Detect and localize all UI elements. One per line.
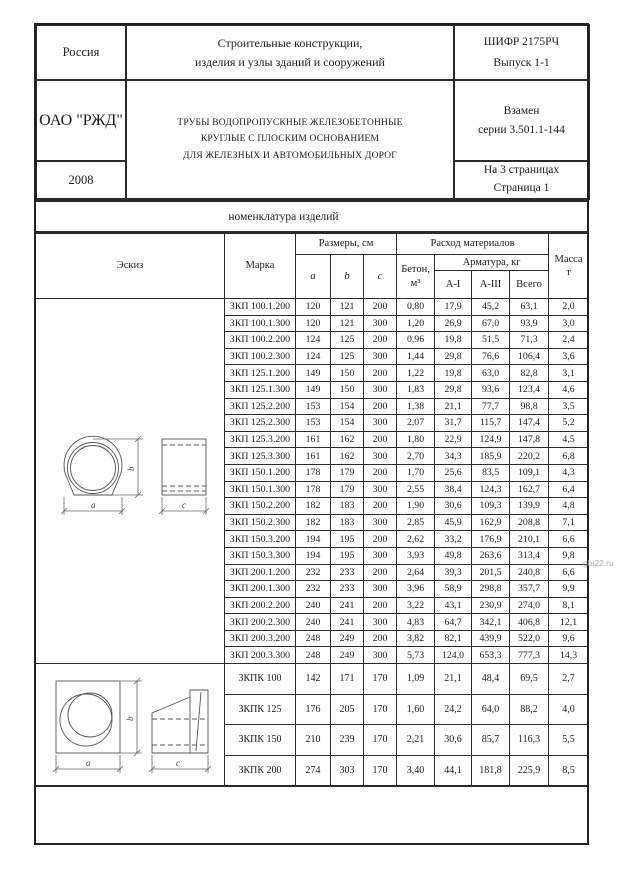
series-title-cell	[126, 25, 454, 80]
value-cell: 154	[331, 398, 364, 415]
col-header-b: b	[331, 255, 364, 299]
value-cell: 208,8	[510, 514, 549, 531]
value-cell: 300	[364, 581, 397, 598]
value-cell: 300	[364, 547, 397, 564]
value-cell: 48,4	[472, 664, 510, 695]
mark-cell: ЗКП 125.1.300	[225, 381, 296, 398]
dim-label-b: b	[126, 466, 136, 472]
value-cell: 29,8	[435, 381, 472, 398]
value-cell: 170	[364, 664, 397, 695]
value-cell: 200	[364, 531, 397, 548]
mark-cell: ЗКП 125.1.200	[225, 365, 296, 382]
value-cell: 274,0	[510, 597, 549, 614]
value-cell: 263,6	[472, 547, 510, 564]
col-header-sketch: Эскиз	[36, 234, 225, 299]
value-cell: 106,4	[510, 348, 549, 365]
code-line1: ШИФР 2175РЧ	[483, 35, 560, 48]
value-cell: 1,80	[397, 431, 435, 448]
value-cell: 194	[296, 531, 331, 548]
value-cell: 178	[296, 481, 331, 498]
value-cell: 201,5	[472, 564, 510, 581]
value-cell: 205	[331, 694, 364, 725]
value-cell: 33,2	[435, 531, 472, 548]
value-cell: 200	[364, 630, 397, 647]
value-cell: 120	[296, 299, 331, 316]
value-cell: 232	[296, 581, 331, 598]
mark-cell: ЗКП 100.1.200	[225, 299, 296, 316]
value-cell: 777,3	[510, 647, 549, 664]
value-cell: 9,6	[549, 630, 589, 647]
value-cell: 4,0	[549, 694, 589, 725]
mark-cell: ЗКП 150.1.300	[225, 481, 296, 498]
dim-label-c: c	[176, 757, 180, 768]
value-cell: 2,07	[397, 415, 435, 432]
value-cell: 82,1	[435, 630, 472, 647]
value-cell: 240	[296, 597, 331, 614]
zkpk-section	[36, 664, 589, 787]
dim-label-a: a	[91, 500, 96, 511]
value-cell: 116,3	[510, 725, 549, 756]
value-cell: 162,9	[472, 514, 510, 531]
concrete-line1: Бетон,	[401, 264, 430, 276]
value-cell: 124	[296, 348, 331, 365]
value-cell: 120	[296, 315, 331, 332]
replaces-line1: Взамен	[503, 105, 540, 118]
value-cell: 194	[296, 547, 331, 564]
value-cell: 153	[296, 398, 331, 415]
mass-line1: Масса	[554, 253, 583, 265]
footer-section	[36, 786, 589, 844]
mark-cell: ЗКП 100.1.300	[225, 315, 296, 332]
mark-cell: ЗКП 125.2.200	[225, 398, 296, 415]
mark-cell: ЗКПК 100	[225, 664, 296, 695]
table-head	[36, 234, 589, 299]
value-cell: 93,6	[472, 381, 510, 398]
value-cell: 1,20	[397, 315, 435, 332]
zkp-sketch-drawing	[40, 433, 220, 529]
dim-label-c: c	[182, 500, 186, 511]
value-cell: 58,9	[435, 581, 472, 598]
value-cell: 300	[364, 348, 397, 365]
value-cell: 153	[296, 415, 331, 432]
value-cell: 300	[364, 381, 397, 398]
mark-cell: ЗКП 150.2.200	[225, 498, 296, 515]
mark-cell: ЗКП 100.2.300	[225, 348, 296, 365]
value-cell: 161	[296, 448, 331, 465]
value-cell: 1,70	[397, 464, 435, 481]
mark-cell: ЗКП 200.2.300	[225, 614, 296, 631]
col-header-concrete	[397, 255, 435, 299]
value-cell: 248	[296, 647, 331, 664]
section-title: номенклатура изделий	[35, 200, 588, 233]
value-cell: 6,8	[549, 448, 589, 465]
value-cell: 240	[296, 614, 331, 631]
value-cell: 1,09	[397, 664, 435, 695]
pages-line1: На 3 страницах	[483, 164, 560, 177]
value-cell: 14,3	[549, 647, 589, 664]
mark-cell: ЗКП 200.3.200	[225, 630, 296, 647]
value-cell: 3,1	[549, 365, 589, 382]
replaces-line2: серии 3.501.1-144	[478, 123, 565, 136]
value-cell: 142	[296, 664, 331, 695]
mark-cell: ЗКПК 150	[225, 725, 296, 756]
value-cell: 150	[331, 365, 364, 382]
value-cell: 77,7	[472, 398, 510, 415]
col-header-mass	[549, 234, 589, 299]
value-cell: 147,8	[510, 431, 549, 448]
mark-cell: ЗКП 200.1.200	[225, 564, 296, 581]
value-cell: 85,7	[472, 725, 510, 756]
value-cell: 2,7	[549, 664, 589, 695]
value-cell: 8,5	[549, 755, 589, 786]
mark-cell: ЗКПК 200	[225, 755, 296, 786]
value-cell: 200	[364, 564, 397, 581]
value-cell: 29,8	[435, 348, 472, 365]
value-cell: 170	[364, 694, 397, 725]
code-cell	[454, 25, 589, 80]
value-cell: 2,70	[397, 448, 435, 465]
value-cell: 21,1	[435, 664, 472, 695]
value-cell: 88,2	[510, 694, 549, 725]
value-cell: 0,96	[397, 332, 435, 349]
value-cell: 9,9	[549, 581, 589, 598]
col-header-a: a	[296, 255, 331, 299]
value-cell: 63,0	[472, 365, 510, 382]
value-cell: 162,7	[510, 481, 549, 498]
value-cell: 38,4	[435, 481, 472, 498]
value-cell: 3,5	[549, 398, 589, 415]
value-cell: 200	[364, 431, 397, 448]
value-cell: 239	[331, 725, 364, 756]
value-cell: 1,44	[397, 348, 435, 365]
zkp-sketch-cell	[36, 299, 225, 664]
mark-cell: ЗКП 125.2.300	[225, 415, 296, 432]
value-cell: 5,5	[549, 725, 589, 756]
sheet	[35, 24, 588, 844]
value-cell: 149	[296, 365, 331, 382]
mark-cell: ЗКП 200.1.300	[225, 581, 296, 598]
value-cell: 300	[364, 448, 397, 465]
table-row	[36, 299, 589, 316]
value-cell: 183	[331, 514, 364, 531]
value-cell: 249	[331, 630, 364, 647]
mark-cell: ЗКП 200.3.300	[225, 647, 296, 664]
col-header-mark: Марка	[225, 234, 296, 299]
value-cell: 31,7	[435, 415, 472, 432]
value-cell: 233	[331, 581, 364, 598]
value-cell: 200	[364, 365, 397, 382]
value-cell: 249	[331, 647, 364, 664]
value-cell: 4,8	[549, 498, 589, 515]
value-cell: 3,40	[397, 755, 435, 786]
col-header-rebar: Арматура, кг	[435, 255, 549, 271]
value-cell: 232	[296, 564, 331, 581]
value-cell: 154	[331, 415, 364, 432]
value-cell: 162	[331, 431, 364, 448]
value-cell: 3,82	[397, 630, 435, 647]
value-cell: 248	[296, 630, 331, 647]
value-cell: 124	[296, 332, 331, 349]
value-cell: 200	[364, 332, 397, 349]
value-cell: 67,0	[472, 315, 510, 332]
value-cell: 83,5	[472, 464, 510, 481]
value-cell: 300	[364, 315, 397, 332]
value-cell: 45,9	[435, 514, 472, 531]
value-cell: 1,60	[397, 694, 435, 725]
value-cell: 185,9	[472, 448, 510, 465]
concrete-line2: м³	[410, 277, 421, 289]
value-cell: 240,8	[510, 564, 549, 581]
value-cell: 147,4	[510, 415, 549, 432]
mark-cell: ЗКП 125.3.200	[225, 431, 296, 448]
series-title-line2: изделия и узлы зданий и сооружений	[195, 54, 385, 69]
mark-cell: ЗКП 150.3.200	[225, 531, 296, 548]
value-cell: 1,83	[397, 381, 435, 398]
value-cell: 139,9	[510, 498, 549, 515]
value-cell: 93,9	[510, 315, 549, 332]
value-cell: 300	[364, 647, 397, 664]
value-cell: 19,8	[435, 332, 472, 349]
value-cell: 200	[364, 398, 397, 415]
value-cell: 233	[331, 564, 364, 581]
subject-line1: ТРУБЫ ВОДОПРОПУСКНЫЕ ЖЕЛЕЗОБЕТОННЫЕ	[177, 117, 403, 128]
value-cell: 51,5	[472, 332, 510, 349]
value-cell: 0,80	[397, 299, 435, 316]
value-cell: 4,83	[397, 614, 435, 631]
value-cell: 150	[331, 381, 364, 398]
value-cell: 63,1	[510, 299, 549, 316]
value-cell: 176	[296, 694, 331, 725]
value-cell: 1,38	[397, 398, 435, 415]
value-cell: 5,2	[549, 415, 589, 432]
value-cell: 2,62	[397, 531, 435, 548]
value-cell: 69,5	[510, 664, 549, 695]
value-cell: 82,8	[510, 365, 549, 382]
value-cell: 439,9	[472, 630, 510, 647]
value-cell: 241	[331, 614, 364, 631]
value-cell: 313,4	[510, 547, 549, 564]
value-cell: 2,21	[397, 725, 435, 756]
value-cell: 49,8	[435, 547, 472, 564]
mark-cell: ЗКПК 125	[225, 694, 296, 725]
value-cell: 2,0	[549, 299, 589, 316]
value-cell: 44,1	[435, 755, 472, 786]
dim-label-a: a	[86, 757, 91, 768]
subject-line2: КРУГЛЫЕ С ПЛОСКИМ ОСНОВАНИЕМ	[200, 134, 380, 145]
mark-cell: ЗКП 150.1.200	[225, 464, 296, 481]
value-cell: 1,90	[397, 498, 435, 515]
value-cell: 4,6	[549, 381, 589, 398]
col-header-total: Всего	[510, 271, 549, 299]
value-cell: 182	[296, 498, 331, 515]
value-cell: 3,0	[549, 315, 589, 332]
dim-label-b: b	[125, 716, 135, 721]
value-cell: 71,3	[510, 332, 549, 349]
table-row	[36, 664, 589, 695]
empty-footer-box	[36, 786, 589, 844]
value-cell: 21,1	[435, 398, 472, 415]
value-cell: 298,8	[472, 581, 510, 598]
value-cell: 34,3	[435, 448, 472, 465]
value-cell: 6,4	[549, 481, 589, 498]
value-cell: 176,9	[472, 531, 510, 548]
value-cell: 39,3	[435, 564, 472, 581]
value-cell: 3,93	[397, 547, 435, 564]
value-cell: 121	[331, 299, 364, 316]
value-cell: 178	[296, 464, 331, 481]
value-cell: 5,73	[397, 647, 435, 664]
year-cell: 2008	[36, 161, 126, 199]
watermark: gbi22.ru	[583, 558, 614, 568]
value-cell: 220,2	[510, 448, 549, 465]
value-cell: 109,3	[472, 498, 510, 515]
value-cell: 124,0	[435, 647, 472, 664]
value-cell: 12,1	[549, 614, 589, 631]
value-cell: 6,6	[549, 531, 589, 548]
value-cell: 195	[331, 547, 364, 564]
mark-cell: ЗКП 150.3.300	[225, 547, 296, 564]
value-cell: 300	[364, 415, 397, 432]
value-cell: 30,6	[435, 725, 472, 756]
series-title-line1: Строительные конструкции,	[217, 35, 363, 50]
value-cell: 200	[364, 498, 397, 515]
value-cell: 300	[364, 514, 397, 531]
col-header-ai: A-I	[435, 271, 472, 299]
value-cell: 124,3	[472, 481, 510, 498]
value-cell: 2,85	[397, 514, 435, 531]
value-cell: 170	[364, 755, 397, 786]
value-cell: 3,96	[397, 581, 435, 598]
value-cell: 182	[296, 514, 331, 531]
value-cell: 300	[364, 614, 397, 631]
value-cell: 170	[364, 725, 397, 756]
value-cell: 300	[364, 481, 397, 498]
value-cell: 200	[364, 299, 397, 316]
footer-row	[36, 786, 589, 844]
country-cell: Россия	[36, 25, 126, 80]
value-cell: 210	[296, 725, 331, 756]
mark-cell: ЗКП 125.3.300	[225, 448, 296, 465]
value-cell: 200	[364, 464, 397, 481]
col-header-sizes: Размеры, см	[296, 234, 397, 255]
code-line2: Выпуск 1-1	[493, 56, 550, 69]
replaces-cell	[454, 80, 589, 161]
value-cell: 3,6	[549, 348, 589, 365]
value-cell: 22,9	[435, 431, 472, 448]
value-cell: 522,0	[510, 630, 549, 647]
zkpk-sketch-drawing	[40, 673, 220, 777]
subject-cell	[126, 80, 454, 199]
pages-cell	[454, 161, 589, 199]
value-cell: 210,1	[510, 531, 549, 548]
value-cell: 121	[331, 315, 364, 332]
mark-cell: ЗКП 200.2.200	[225, 597, 296, 614]
col-header-aiii: A-III	[472, 271, 510, 299]
value-cell: 43,1	[435, 597, 472, 614]
value-cell: 6,6	[549, 564, 589, 581]
mass-line2: т	[566, 267, 571, 278]
value-cell: 241	[331, 597, 364, 614]
value-cell: 109,1	[510, 464, 549, 481]
mark-cell: ЗКП 150.2.300	[225, 514, 296, 531]
value-cell: 19,8	[435, 365, 472, 382]
value-cell: 183	[331, 498, 364, 515]
value-cell: 1,22	[397, 365, 435, 382]
zkpk-sketch-cell	[36, 664, 225, 787]
value-cell: 45,2	[472, 299, 510, 316]
value-cell: 125	[331, 332, 364, 349]
value-cell: 2,4	[549, 332, 589, 349]
value-cell: 149	[296, 381, 331, 398]
value-cell: 26,9	[435, 315, 472, 332]
pages-line2: Страница 1	[493, 182, 550, 194]
value-cell: 2,55	[397, 481, 435, 498]
value-cell: 123,4	[510, 381, 549, 398]
zkp-section	[36, 299, 589, 664]
value-cell: 2,64	[397, 564, 435, 581]
value-cell: 179	[331, 464, 364, 481]
value-cell: 76,6	[472, 348, 510, 365]
value-cell: 4,3	[549, 464, 589, 481]
value-cell: 64,7	[435, 614, 472, 631]
value-cell: 171	[331, 664, 364, 695]
subject-line3: ДЛЯ ЖЕЛЕЗНЫХ И АВТОМОБИЛЬНЫХ ДОРОГ	[183, 150, 397, 161]
value-cell: 181,8	[472, 755, 510, 786]
value-cell: 4,5	[549, 431, 589, 448]
value-cell: 162	[331, 448, 364, 465]
nomenclature-table	[35, 233, 589, 844]
value-cell: 357,7	[510, 581, 549, 598]
value-cell: 24,2	[435, 694, 472, 725]
value-cell: 7,1	[549, 514, 589, 531]
value-cell: 274	[296, 755, 331, 786]
value-cell: 8,1	[549, 597, 589, 614]
value-cell: 25,6	[435, 464, 472, 481]
value-cell: 230,9	[472, 597, 510, 614]
value-cell: 342,1	[472, 614, 510, 631]
value-cell: 17,9	[435, 299, 472, 316]
org-cell: ОАО "РЖД"	[36, 80, 126, 161]
value-cell: 9,8	[549, 547, 589, 564]
col-header-materials: Расход материалов	[397, 234, 549, 255]
value-cell: 653,3	[472, 647, 510, 664]
value-cell: 195	[331, 531, 364, 548]
col-header-c: c	[364, 255, 397, 299]
value-cell: 30,6	[435, 498, 472, 515]
mark-cell: ЗКП 100.2.200	[225, 332, 296, 349]
value-cell: 64,0	[472, 694, 510, 725]
value-cell: 225,9	[510, 755, 549, 786]
value-cell: 124,9	[472, 431, 510, 448]
value-cell: 179	[331, 481, 364, 498]
value-cell: 125	[331, 348, 364, 365]
title-block	[35, 24, 590, 200]
value-cell: 98,8	[510, 398, 549, 415]
value-cell: 115,7	[472, 415, 510, 432]
value-cell: 200	[364, 597, 397, 614]
value-cell: 303	[331, 755, 364, 786]
value-cell: 406,8	[510, 614, 549, 631]
value-cell: 3,22	[397, 597, 435, 614]
value-cell: 161	[296, 431, 331, 448]
